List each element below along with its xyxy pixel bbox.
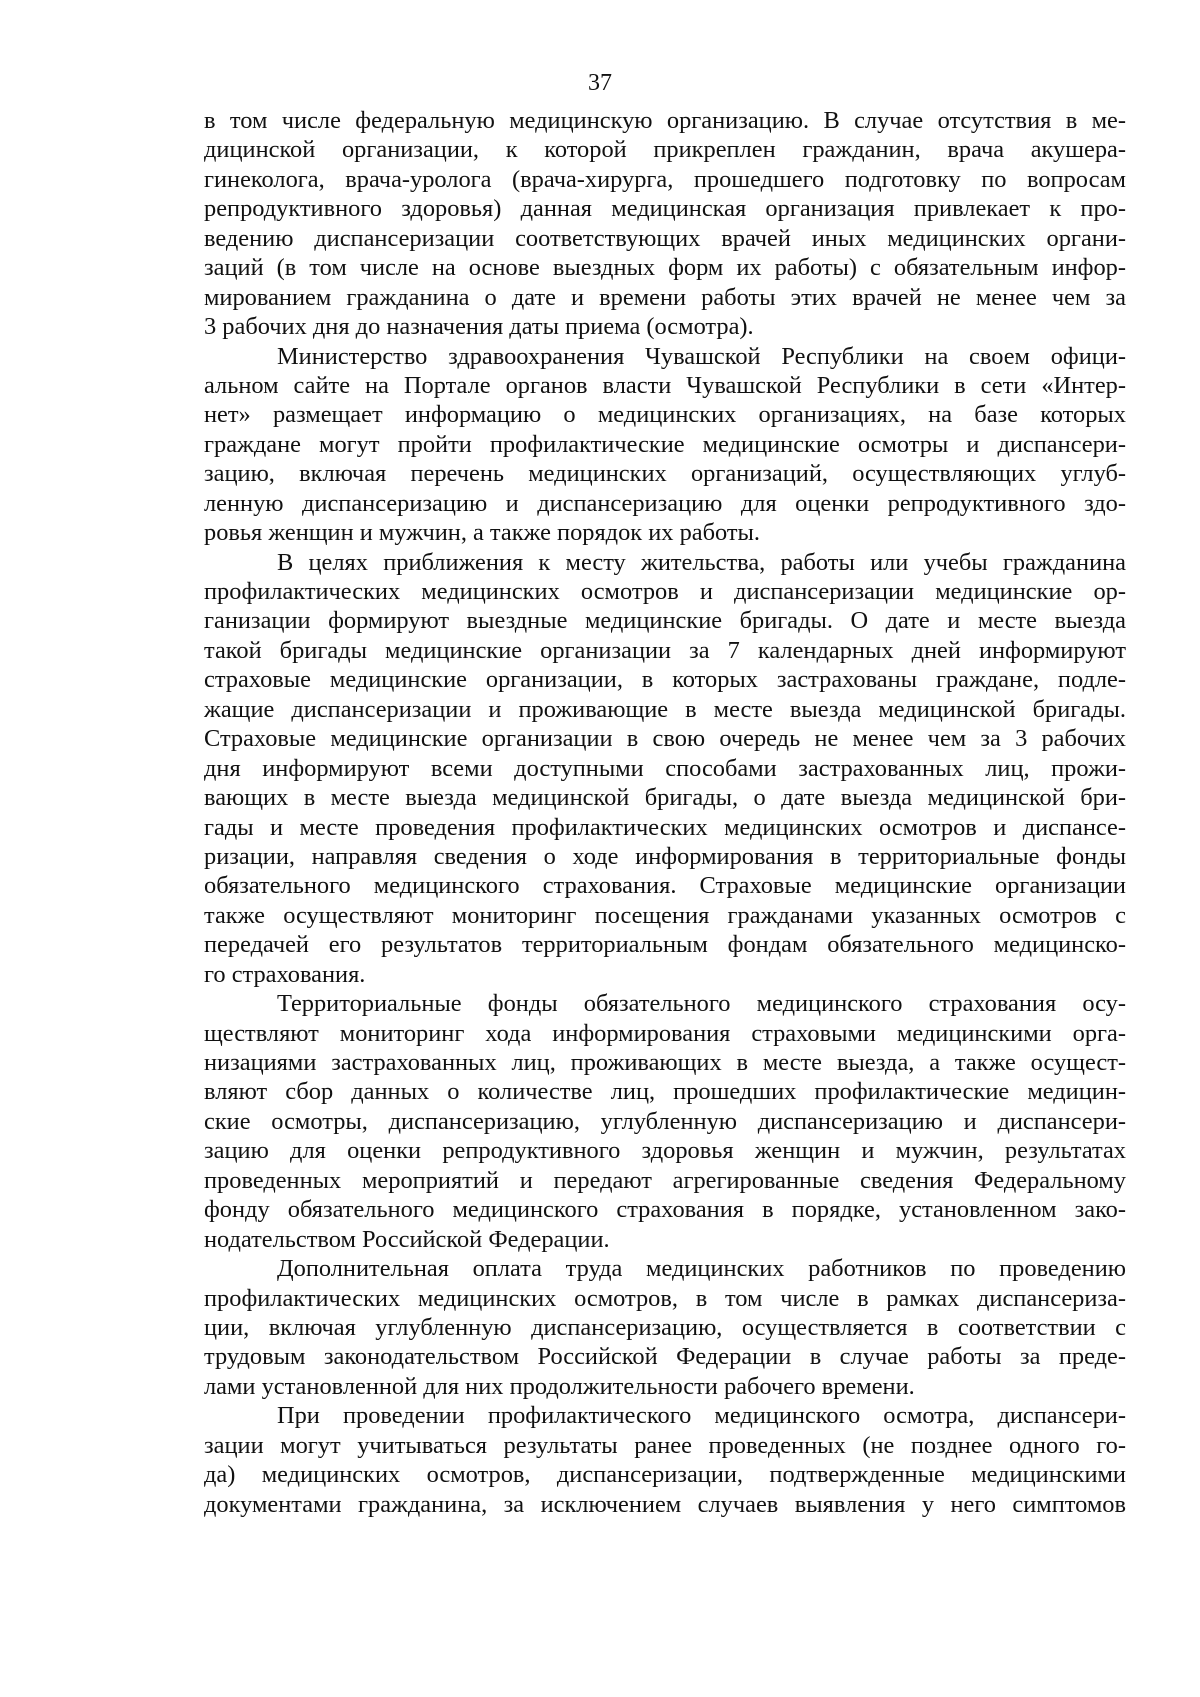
text-line: заций (в том числе на основе выездных форм их работы) с обязательным инфор-	[204, 254, 1126, 282]
text-line: ские осмотры, диспансеризацию, углубленную диспансеризацию и диспансери-	[204, 1107, 1126, 1135]
paragraph	[204, 1254, 1126, 1401]
paragraph	[204, 1401, 1126, 1519]
text-line: документами гражданина, за исключением случаев выявления у него симптомов	[204, 1490, 1126, 1518]
text-line: да) медицинских осмотров, диспансеризации, подтвержденные медицинскими	[204, 1461, 1126, 1489]
text-line: ганизации формируют выездные медицинские бригады. О дате и месте выезда	[204, 607, 1126, 635]
text-line: дня информируют всеми доступными способами застрахованных лиц, прожи-	[204, 754, 1126, 782]
text-line: мированием гражданина о дате и времени работы этих врачей не менее чем за	[204, 283, 1126, 311]
text-line: низациями застрахованных лиц, проживающих в месте выезда, а также осущест-	[204, 1049, 1126, 1076]
text-line: ленную диспансеризацию и диспансеризацию для оценки репродуктивного здо-	[204, 489, 1126, 517]
text-line: вляют сбор данных о количестве лиц, прошедших профилактические медицин-	[204, 1078, 1126, 1106]
text-line: дицинской организации, к которой прикреплен гражданин, врача акушера-	[204, 136, 1126, 164]
text-line: граждане могут пройти профилактические медицинские осмотры и диспансери-	[204, 430, 1126, 458]
text-line: гинеколога, врача-уролога (врача-хирурга, прошедшего подготовку по вопросам	[204, 165, 1126, 193]
text-line: зацию, включая перечень медицинских организаций, осуществляющих углуб-	[204, 460, 1126, 488]
text-line: Министерство здравоохранения Чувашской Республики на своем офици-	[277, 342, 1126, 370]
text-line: проведенных мероприятий и передают агрегированные сведения Федеральному	[204, 1166, 1126, 1194]
text-line: ровья женщин и мужчин, а также порядок их работы.	[204, 519, 761, 547]
text-line: ведению диспансеризации соответствующих врачей иных медицинских органи-	[204, 224, 1126, 252]
text-line: репродуктивного здоровья) данная медицинская организация привлекает к про-	[204, 195, 1126, 223]
text-line: ществляют мониторинг хода информирования страховыми медицинскими орга-	[204, 1019, 1126, 1047]
text-line: лами установленной для них продолжительности рабочего времени.	[204, 1372, 915, 1400]
text-line: го страхования.	[204, 960, 366, 988]
text-line: фонду обязательного медицинского страхования в порядке, установленном зако-	[204, 1196, 1126, 1224]
text-line: зацию для оценки репродуктивного здоровья женщин и мужчин, результатах	[204, 1137, 1126, 1165]
text-line: обязательного медицинского страхования. Страховые медицинские организации	[204, 872, 1126, 900]
text-line: страховые медицинские организации, в которых застрахованы граждане, подле-	[204, 666, 1126, 694]
text-line: профилактических медицинских осмотров и диспансеризации медицинские ор-	[204, 578, 1126, 605]
text-line: Страховые медицинские организации в свою очередь не менее чем за 3 рабочих	[204, 725, 1126, 753]
text-line: ризации, направляя сведения о ходе информирования в территориальные фонды	[204, 842, 1126, 870]
paragraph	[204, 342, 1126, 548]
document-body	[204, 106, 1126, 1519]
text-line: альном сайте на Портале органов власти Чувашской Республики в сети «Интер-	[204, 371, 1126, 399]
text-line: нет» размещает информацию о медицинских организациях, на базе которых	[204, 401, 1126, 429]
text-line: вающих в месте выезда медицинской бригады, о дате выезда медицинской бри-	[204, 784, 1126, 812]
paragraph	[204, 106, 1126, 342]
text-line: Дополнительная оплата труда медицинских работников по проведению	[277, 1255, 1126, 1283]
text-line: зации могут учитываться результаты ранее проведенных (не позднее одного го-	[204, 1431, 1126, 1459]
paragraph	[204, 989, 1126, 1254]
text-line: Территориальные фонды обязательного медицинского страхования осу-	[277, 990, 1126, 1018]
paragraph	[204, 548, 1126, 990]
text-line: В целях приближения к месту жительства, работы или учебы гражданина	[277, 548, 1126, 576]
text-line: 3 рабочих дня до назначения даты приема (осмотра).	[204, 313, 754, 341]
text-line: При проведении профилактического медицинского осмотра, диспансери-	[277, 1402, 1126, 1430]
text-line: в том числе федеральную медицинскую организацию. В случае отсутствия в ме-	[204, 107, 1126, 134]
text-line: жащие диспансеризации и проживающие в месте выезда медицинской бригады.	[204, 695, 1126, 723]
text-line: передачей его результатов территориальным фондам обязательного медицинско-	[204, 931, 1126, 959]
text-line: также осуществляют мониторинг посещения гражданами указанных осмотров с	[204, 901, 1126, 929]
text-line: профилактических медицинских осмотров, в том числе в рамках диспансериза-	[204, 1284, 1126, 1312]
text-line: трудовым законодательством Российской Федерации в случае работы за преде-	[204, 1343, 1126, 1371]
page-number: 37	[588, 70, 612, 96]
text-line: нодательством Российской Федерации.	[204, 1225, 610, 1253]
text-line: ции, включая углубленную диспансеризацию, осуществляется в соответствии с	[204, 1313, 1126, 1341]
text-line: такой бригады медицинские организации за 7 календарных дней информируют	[204, 636, 1126, 664]
text-line: гады и месте проведения профилактических медицинских осмотров и диспансе-	[204, 813, 1126, 841]
